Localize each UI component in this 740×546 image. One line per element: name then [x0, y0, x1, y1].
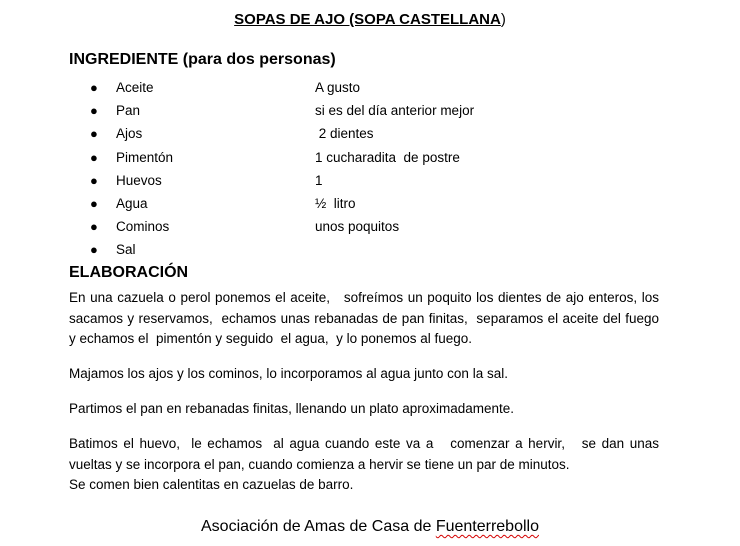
- ingredient-name: Agua: [116, 195, 148, 211]
- bullet-icon: ●: [90, 172, 98, 188]
- ingredient-quantity: 1 cucharadita de postre: [315, 149, 460, 165]
- ingredients-list: [0, 76, 740, 262]
- ingredient-quantity: 1: [315, 172, 323, 188]
- ingredient-item: [0, 192, 740, 215]
- ingredient-item: [0, 238, 740, 261]
- recipe-title-close: ): [500, 11, 506, 28]
- ingredient-name: Huevos: [116, 172, 162, 188]
- footer-prefix: Asociación de Amas de Casa de: [201, 518, 436, 535]
- footer-credit: [0, 518, 740, 536]
- bullet-icon: ●: [90, 103, 98, 119]
- instruction-paragraph: Batimos el huevo, le echamos al agua cuando este va a comenzar a hervir, se dan unas vueltas y se incorpora el pan, cuando comienza a hervir se tiene un par de minutos.: [69, 436, 663, 472]
- recipe-title: [0, 11, 740, 28]
- ingredient-item: [0, 76, 740, 99]
- elaboracion-heading: ELABORACIÓN: [69, 264, 189, 281]
- ingredient-item: [0, 99, 740, 122]
- instruction-paragraph: En una cazuela o perol ponemos el aceite, sofreímos un poquito los dientes de ajo enteros, los sacamos y reservamos, echamos unas rebanadas de pan finitas, separamos el aceite del fuego y echamos el pimentón y seguido el agua, y lo ponemos al fuego.: [69, 290, 667, 346]
- ingredient-name: Sal: [116, 242, 136, 258]
- ingredient-name: Aceite: [116, 80, 154, 95]
- bullet-icon: ●: [90, 126, 98, 142]
- ingredient-item: [0, 146, 740, 169]
- ingredient-quantity: ½ litro: [315, 195, 356, 211]
- ingredient-item: [0, 215, 740, 238]
- bullet-icon: ●: [90, 149, 98, 165]
- ingredient-quantity: 2 dientes: [315, 126, 374, 142]
- bullet-icon: ●: [90, 195, 98, 211]
- instruction-paragraph: Majamos los ajos y los cominos, lo incorporamos al agua junto con la sal.: [69, 366, 508, 381]
- ingredient-name: Ajos: [116, 126, 143, 142]
- ingredient-quantity: A gusto: [315, 80, 361, 95]
- bullet-icon: ●: [90, 80, 98, 95]
- ingredient-name: Pan: [116, 103, 141, 119]
- bullet-icon: ●: [90, 219, 98, 235]
- ingredient-quantity: si es del día anterior mejor: [315, 103, 475, 119]
- footer-place: Fuenterrebollo: [435, 518, 539, 535]
- instruction-paragraph: Partimos el pan en rebanadas finitas, llenando un plato aproximadamente.: [69, 401, 515, 416]
- ingredients-heading: INGREDIENTE (para dos personas): [69, 51, 336, 68]
- ingredient-quantity: unos poquitos: [315, 219, 400, 235]
- ingredient-name: Pimentón: [116, 149, 174, 165]
- ingredient-name: Cominos: [116, 219, 170, 235]
- bullet-icon: ●: [90, 242, 98, 258]
- ingredient-item: [0, 169, 740, 192]
- instruction-paragraph: Se comen bien calentitas en cazuelas de barro.: [69, 477, 354, 492]
- recipe-title-main: SOPAS DE AJO (SOPA CASTELLANA: [234, 11, 501, 28]
- ingredient-item: [0, 122, 740, 145]
